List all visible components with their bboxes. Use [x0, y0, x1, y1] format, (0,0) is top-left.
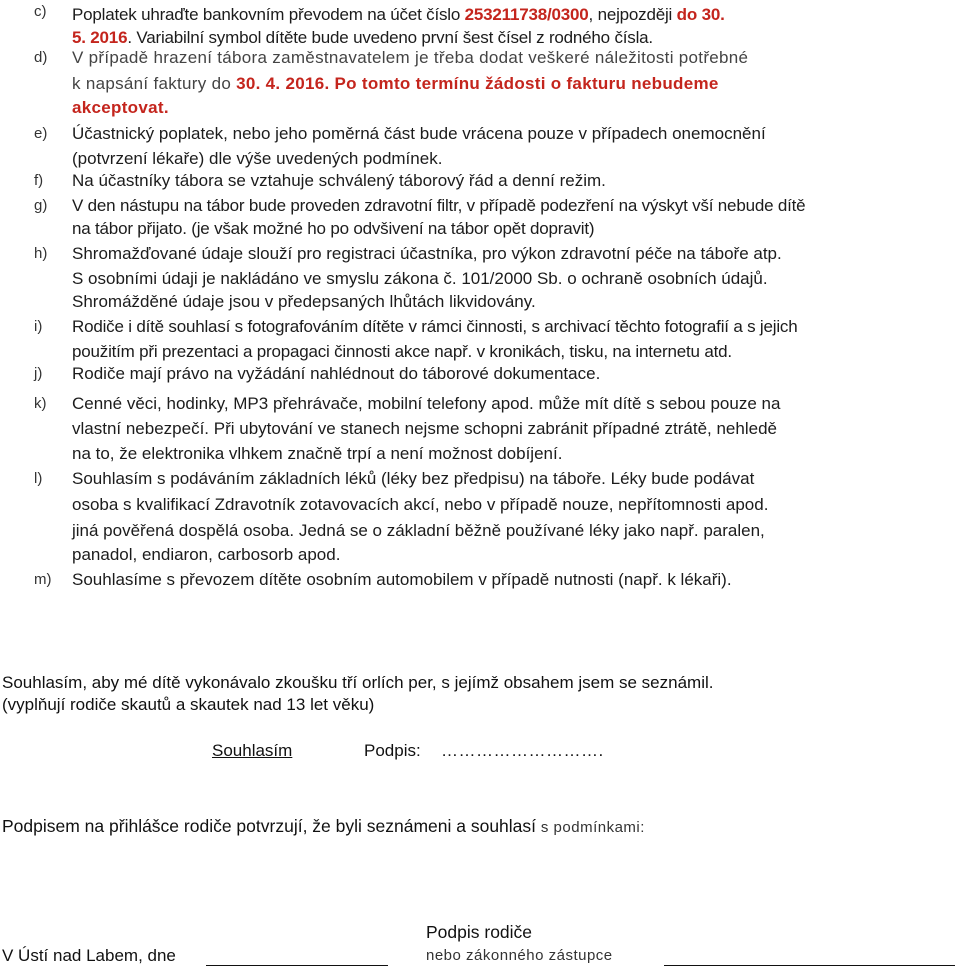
line-text: . Variabilní symbol dítěte bude uvedeno první šest čísel z rodného čísla. [127, 28, 653, 47]
item-line [72, 46, 748, 69]
line-text: Shromážděné údaje jsou v předepsaných lhůtách likvidovány. [72, 292, 536, 311]
item-line [72, 147, 442, 170]
item-marker: l) [34, 470, 43, 487]
item-line [72, 392, 780, 415]
line-text: Souhlasíme s převozem dítěte osobním automobilem v případě nutnosti (např. k lékaři). [72, 570, 732, 589]
highlighted-text: akceptovat. [72, 98, 169, 117]
line-text: Cenné věci, hodinky, MP3 přehrávače, mobilní telefony apod. může mít dítě s sebou pouze na [72, 394, 781, 413]
line-text: V případě hrazení tábora zaměstnavatelem je třeba dodat veškeré náležitosti potřebné [72, 48, 749, 67]
line-text: Rodiče mají právo na vyžádání nahlédnout do táborové dokumentace. [72, 364, 601, 383]
line-text: použitím při prezentaci a propagaci činnosti akce např. v kronikách, tisku, na internetu atd. [72, 342, 732, 361]
signature-blank-line [664, 965, 955, 966]
line-text: osoba s kvalifikací Zdravotník zotavovacích akcí, nebo v případě nouze, nepřítomnosti apod. [72, 495, 769, 514]
confirmation-tail: s podmínkami: [540, 819, 645, 836]
line-text: na to, že elektronika vlhkem značně trpí a není možnost dobíjení. [72, 444, 563, 463]
item-line [72, 568, 732, 591]
line-text: V den nástupu na tábor bude proveden zdravotní filtr, v případě podezření na výskyt vší nebude dítě [72, 196, 806, 215]
item-line [72, 493, 768, 516]
item-line [72, 340, 732, 363]
signature-label: Podpis: [364, 741, 421, 760]
line-text: na tábor přijato. (je však možné ho po odvšivení na tábor opět dopravit) [72, 219, 595, 238]
consent-sentence: Souhlasím, aby mé dítě vykonávalo zkoušku tří orlích per, s jejímž obsahem jsem se seznámil. [2, 673, 714, 692]
item-marker: c) [34, 3, 47, 20]
line-text: , nejpozději [588, 5, 677, 24]
date-blank-line [206, 965, 388, 966]
item-line [72, 543, 340, 566]
item-marker: d) [34, 49, 48, 66]
line-text: Souhlasím s podáváním základních léků (léky bez předpisu) na táboře. Léky bude podávat [72, 469, 755, 488]
item-line [72, 267, 768, 290]
highlighted-text: 5. 2016 [72, 28, 128, 47]
item-line [72, 72, 719, 95]
item-line [72, 315, 797, 338]
line-text: vlastní nebezpečí. Při ubytování ve stanech nejsme schopni zabránit případné ztrátě, nehledě [72, 419, 777, 438]
item-line [72, 96, 169, 119]
item-marker: k) [34, 395, 47, 412]
item-line [72, 519, 765, 542]
line-text: Rodiče i dítě souhlasí s fotografováním dítěte v rámci činnosti, s archivací těchto fotografií a s jejich [72, 317, 798, 336]
line-text: Poplatek uhraďte bankovním převodem na účet číslo [72, 5, 465, 24]
item-line [72, 169, 606, 192]
item-line [72, 362, 600, 385]
line-text: (potvrzení lékaře) dle výše uvedených podmínek. [72, 149, 443, 168]
line-text: panadol, endiaron, carbosorb apod. [72, 545, 341, 564]
parent-signature-subtitle: nebo zákonného zástupce [426, 947, 613, 964]
item-line [72, 3, 725, 26]
highlighted-text: 30. 4. 2016. Po tomto termínu žádosti o fakturu nebudeme [236, 74, 719, 93]
confirmation-statement [2, 816, 645, 837]
item-line [72, 242, 782, 265]
confirmation-main: Podpisem na přihlášce rodiče potvrzují, že byli seznámeni a souhlasí [2, 816, 541, 836]
item-line [72, 467, 754, 490]
highlighted-text: do 30. [676, 5, 725, 24]
line-text: jiná pověřená dospělá osoba. Jedná se o základní běžně používané léky jako např. paralen, [72, 521, 765, 540]
item-line [72, 417, 777, 440]
item-marker: i) [34, 318, 43, 335]
item-marker: m) [34, 571, 52, 588]
line-text: Na účastníky tábora se vztahuje schválený táborový řád a denní režim. [72, 171, 606, 190]
line-text: Účastnický poplatek, nebo jeho poměrná část bude vrácena pouze v případech onemocnění [72, 124, 766, 143]
item-marker: j) [34, 365, 43, 382]
item-marker: h) [34, 245, 48, 262]
line-text: k napsání faktury do [72, 74, 237, 93]
highlighted-text: 253211738/0300 [464, 5, 589, 24]
line-text: Shromažďované údaje slouží pro registraci účastníka, pro výkon zdravotní péče na táboře atp. [72, 244, 782, 263]
consent-note: (vyplňují rodiče skautů a skautek nad 13 let věku) [2, 695, 375, 714]
parent-signature-title: Podpis rodiče [426, 922, 533, 942]
item-line [72, 122, 766, 145]
item-marker: g) [34, 197, 48, 214]
item-marker: e) [34, 125, 48, 142]
item-marker: f) [34, 172, 44, 189]
place-date-label: V Ústí nad Labem, dne [2, 946, 176, 965]
agree-label: Souhlasím [212, 741, 293, 760]
line-text: S osobními údaji je nakládáno ve smyslu zákona č. 101/2000 Sb. o ochraně osobních údajů. [72, 269, 768, 288]
item-line [72, 194, 805, 217]
signature-dots: ………………………. [441, 741, 604, 760]
item-line [72, 217, 594, 240]
item-line [72, 290, 536, 313]
item-line [72, 442, 562, 465]
